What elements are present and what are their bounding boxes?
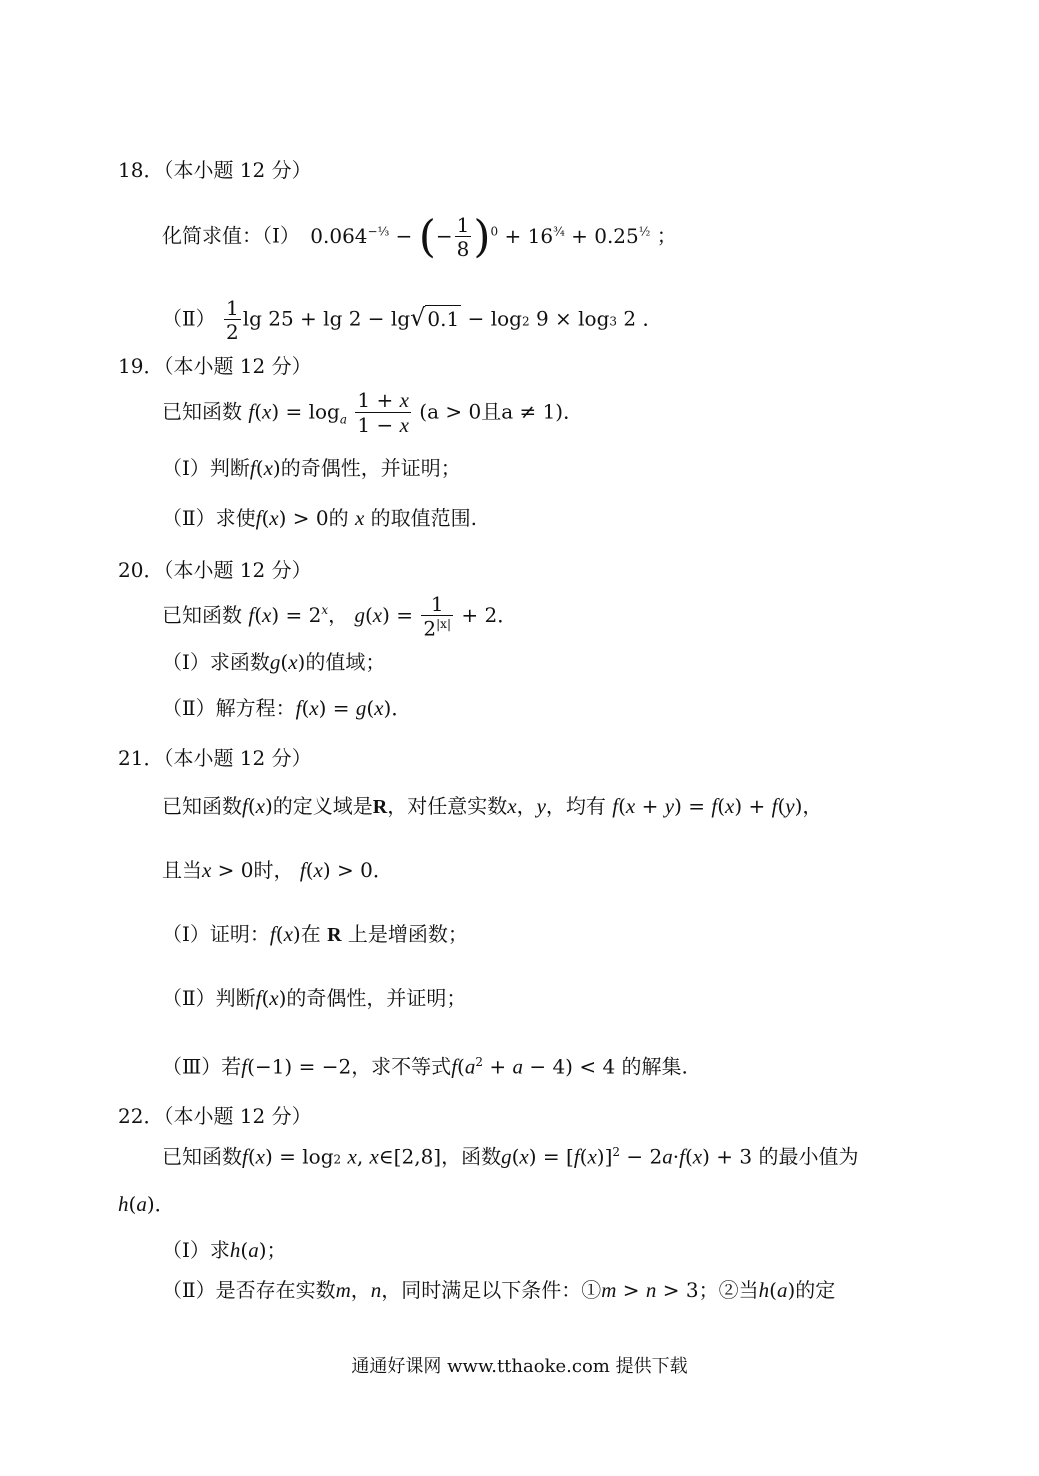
q22-part2: （Ⅱ）是否存在实数m，n，同时满足以下条件：①m > n > 3；②当h(a)的定 (162, 1278, 836, 1302)
q21-part3: （Ⅲ）若f(−1) = −2，求不等式$f(a^2 + a - 4) < 4$ 的解集. (162, 1054, 688, 1079)
q21-cond: 且当x > 0时， f(x) > 0． (162, 858, 393, 882)
q20-header: 20．（本小题 12 分） (118, 558, 312, 582)
q19-stem: 已知函数 $f(x) = \log_a$ $\frac{1 + x}{1 - x}$ (a > 0且a ≠ 1)． (162, 388, 584, 437)
q21-part1: （Ⅰ）证明：f(x)在 R 上是增函数； (162, 922, 468, 946)
q21-stem: 已知函数f(x)的定义域是R，对任意实数x，y，均有 f(x + y) = f(x) + f(y)， (162, 794, 823, 818)
q21-header: 21．（本小题 12 分） (118, 746, 312, 770)
q19-part2: （Ⅱ）求使f(x) > 0的 x 的取值范围. (162, 506, 477, 530)
q22-stem: 已知函数f(x) = log2 x, x∈[2,8]，函数$g(x) = [f(x)]^2 - 2a\cdot f(x) + 3$ 的最小值为 (162, 1144, 859, 1169)
q20-part1: （Ⅰ）求函数g(x)的值域； (162, 650, 386, 674)
q18-part2: （Ⅱ） $\frac{1}{2}$ lg 25 + lg 2 − lg√ 0.1 − log2 9 × log3 2 ． (162, 296, 663, 344)
q18-part1: 化简求值：（Ⅰ） $0.064^{-\frac{1}{3}}$ − (− $\frac{1}{8}$ )$^0 + 16^{\frac{3}{4}} + 0.25^{\frac{1}{2}}$ ； (162, 211, 677, 262)
q20-stem: 已知函数 $f(x) = 2^x$， g(x) = $\frac{1}{2^{|x|}}$ + 2． (162, 592, 518, 641)
q21-part2: （Ⅱ）判断f(x)的奇偶性，并证明； (162, 986, 467, 1010)
q18-part2-label: （Ⅱ） (162, 306, 216, 331)
q18-header: 18．（本小题 12 分） (118, 158, 312, 182)
q18-lead: 化简求值：（Ⅰ） (162, 223, 300, 248)
q22-stem-cont: h(a)． (118, 1192, 175, 1216)
q22-part1: （Ⅰ）求h(a)； (162, 1238, 287, 1262)
q22-header: 22．（本小题 12 分） (118, 1104, 312, 1128)
q20-part2: （Ⅱ）解方程：f(x) = g(x)． (162, 696, 412, 720)
q19-header: 19．（本小题 12 分） (118, 354, 312, 378)
page-footer: 通通好课网 www.tthaoke.com 提供下载 (351, 1356, 688, 1377)
q19-part1: （Ⅰ）判断f(x)的奇偶性，并证明； (162, 456, 461, 480)
